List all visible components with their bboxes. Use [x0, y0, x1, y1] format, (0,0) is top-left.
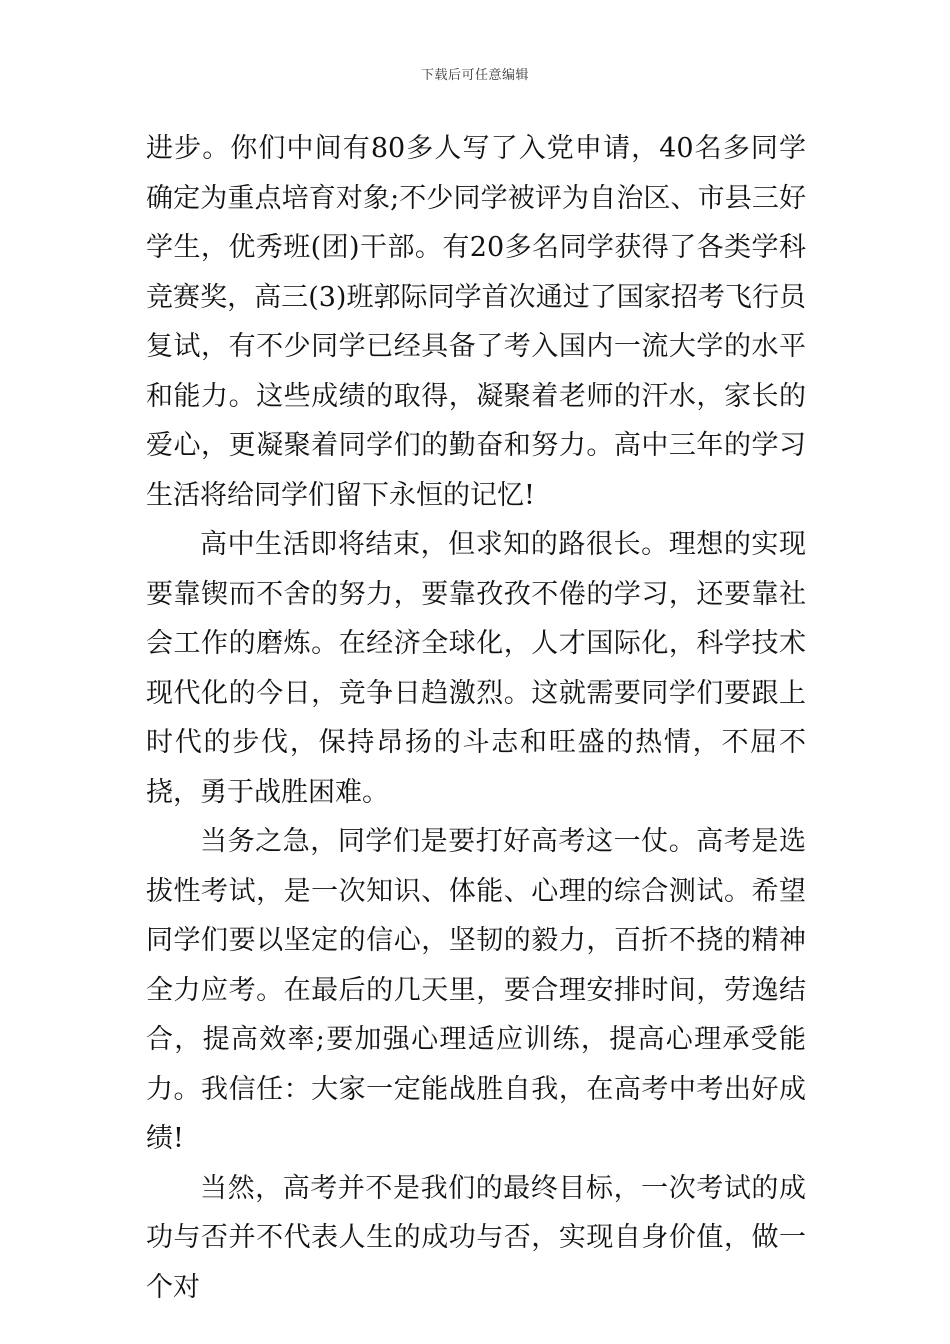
document-body: [146, 124, 806, 1312]
paragraph-2: 高中生活即将结束，但求知的路很长。理想的实现要靠锲而不舍的努力，要靠孜孜不倦的学习，还要靠社会工作的磨炼。在经济全球化，人才国际化，科学技术现代化的今日，竞争日趋激烈。这就需要同学们要跟上时代的步伐，保持昂扬的斗志和旺盛的热情，不屈不挠，勇于战胜困难。: [146, 529, 806, 808]
paragraph-3: 当务之急，同学们是要打好高考这一仗。高考是选拔性考试，是一次知识、体能、心理的综合测试。希望同学们要以坚定的信心，坚韧的毅力，百折不挠的精神全力应考。在最后的几天里，要合理安排时间，劳逸结合，提高效率;要加强心理适应训练，提高心理承受能力。我信任：大家一定能战胜自我，在高考中考出好成绩!: [146, 826, 806, 1154]
paragraph-4: 当然，高考并不是我们的最终目标，一次考试的成功与否并不代表人生的成功与否，实现自身价值，做一个对: [146, 1172, 806, 1303]
paragraph-1: 进步。你们中间有80多人写了入党申请，40名多同学确定为重点培育对象;不少同学被评为自治区、市县三好学生，优秀班(团)干部。有20多名同学获得了各类学科竞赛奖，高三(3)班郭际同学首次通过了国家招考飞行员复试，有不少同学已经具备了考入国内一流大学的水平和能力。这些成绩的取得，凝聚着老师的汗水，家长的爱心，更凝聚着同学们的勤奋和努力。高中三年的学习生活将给同学们留下永恒的记忆!: [146, 133, 806, 511]
page-header: 下载后可任意编辑: [420, 68, 529, 83]
